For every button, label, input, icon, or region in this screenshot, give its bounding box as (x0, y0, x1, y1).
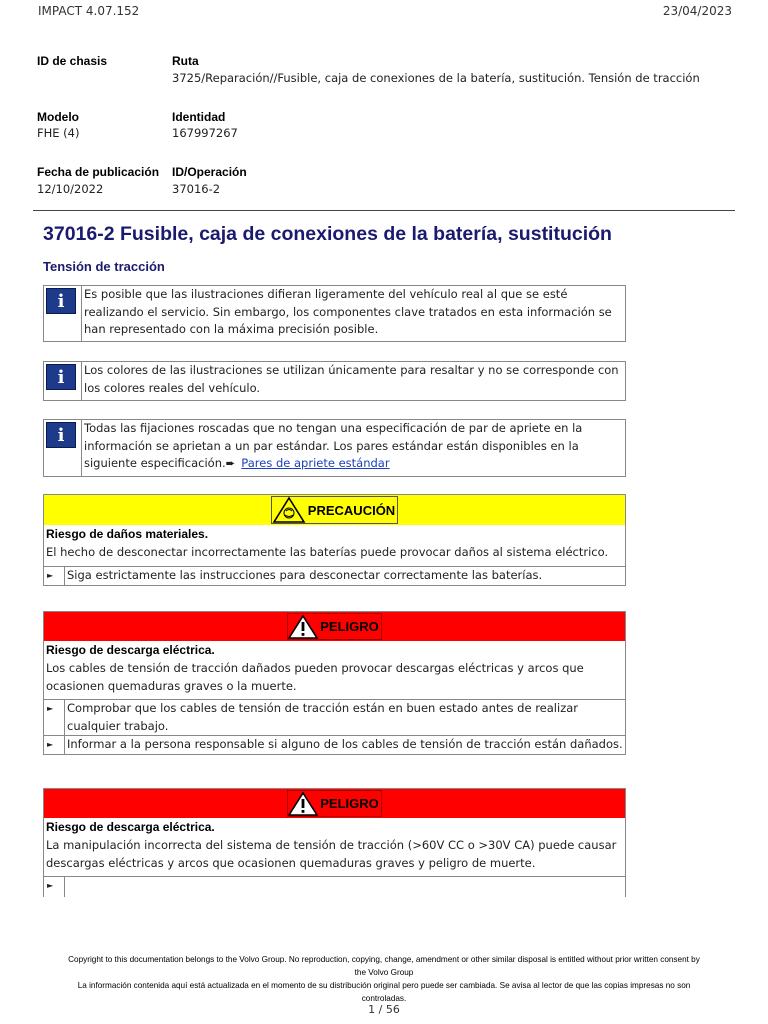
footer-copyright: Copyright to this documentation belongs to the Volvo Group. No reproduction, copying, change, amendment or other similar disposal is entitled without prior written consent by the Volvo Group La información contenida aquí está actualizada en el momento de su distribución original pero puede ser cambiada. Se avisa al lector de que las copias impresas no son controladas. (68, 955, 700, 1003)
danger-description: La manipulación incorrecta del sistema de tensión de tracción (>60V CC o >30V CA) puede causar descargas eléctricas y arcos que ocasionen quemaduras graves y peligro de muerte. (46, 838, 617, 870)
danger-step-1 (43, 876, 626, 897)
danger-badge (287, 790, 382, 817)
step-arrow-icon: ► (44, 877, 65, 897)
danger-step-2: ► Informar a la persona responsable si alguno de los cables de tensión de tracción están dañados. (43, 735, 626, 754)
operation-label: ID/Operación (172, 165, 247, 179)
info-text: Es posible que las ilustraciones difieran ligeramente del vehículo real al que se esté realizando el servicio. Sin embargo, los componentes clave tratados en esta información se han representado con la máxima precisión posible. (84, 287, 612, 336)
chassis-label: ID de chasis (37, 54, 108, 68)
info-text: Todas las fijaciones roscadas que no tengan una especificación de par de apriete en la información se aprietan a un par estándar. Los pares estándar están disponibles en la siguiente especificación.➨ Pares de apriete estándar (84, 421, 583, 470)
danger-banner (44, 789, 625, 818)
danger-warning-icon (288, 615, 318, 639)
step-arrow-icon: ► (44, 700, 65, 735)
info-icon: i (46, 288, 76, 314)
danger-badge (287, 613, 382, 640)
pubdate-value: 12/10/2022 (37, 182, 104, 196)
danger-box-2 (43, 788, 626, 897)
link-arrow-icon: ➨ (225, 456, 236, 470)
model-value: FHE (4) (37, 126, 80, 140)
danger-box-1 (43, 611, 626, 755)
caution-label: PRECAUCIÓN (307, 502, 396, 518)
info-icon: i (46, 422, 76, 448)
identity-value: 167997267 (172, 126, 238, 140)
danger-title: Riesgo de descarga eléctrica. (46, 643, 215, 657)
caution-description: El hecho de desconectar incorrectamente las baterías puede provocar daños al sistema eléctrico. (46, 545, 609, 559)
caution-banner (44, 495, 625, 525)
page-title: 37016-2 Fusible, caja de conexiones de la batería, sustitución (43, 223, 612, 245)
caution-box (43, 494, 626, 586)
header-divider (33, 210, 735, 211)
torque-spec-link[interactable]: Pares de apriete estándar (241, 456, 390, 470)
info-text: Los colores de las ilustraciones se utilizan únicamente para resaltar y no se corresponde con los colores reales del vehículo. (84, 363, 619, 395)
operation-value: 37016-2 (172, 182, 221, 196)
danger-label: PELIGRO (320, 796, 379, 811)
danger-banner (44, 612, 625, 641)
model-label: Modelo (37, 110, 79, 124)
caution-warning-icon (272, 496, 306, 524)
step-arrow-icon: ► (44, 567, 65, 585)
info-note-1 (43, 285, 626, 342)
info-icon: i (46, 364, 76, 390)
route-label: Ruta (172, 54, 199, 68)
step-arrow-icon: ► (44, 736, 65, 754)
pubdate-label: Fecha de publicación (37, 165, 160, 179)
caution-step-1: ► Siga estrictamente las instrucciones para desconectar correctamente las baterías. (43, 566, 626, 585)
info-note-3 (43, 419, 626, 477)
danger-label: PELIGRO (320, 619, 379, 634)
page-number: 1 / 56 (368, 1003, 400, 1016)
danger-description: Los cables de tensión de tracción dañados pueden provocar descargas eléctricas y arcos que ocasionen quemaduras graves o la muerte. (46, 661, 584, 693)
caution-title: Riesgo de daños materiales. (46, 527, 209, 541)
info-note-2 (43, 361, 626, 401)
route-value: 3725/Reparación//Fusible, caja de conexiones de la batería, sustitución. Tensión de tracción (172, 71, 700, 85)
danger-step-1: ► Comprobar que los cables de tensión de tracción están en buen estado antes de realizar cualquier trabajo. (43, 699, 626, 735)
identity-label: Identidad (172, 110, 226, 124)
app-version: IMPACT 4.07.152 (38, 4, 140, 18)
danger-warning-icon (288, 792, 318, 816)
print-date: 23/04/2023 (662, 4, 732, 18)
page-subtitle: Tensión de tracción (43, 259, 165, 274)
caution-badge (271, 496, 398, 524)
danger-title: Riesgo de descarga eléctrica. (46, 820, 215, 834)
